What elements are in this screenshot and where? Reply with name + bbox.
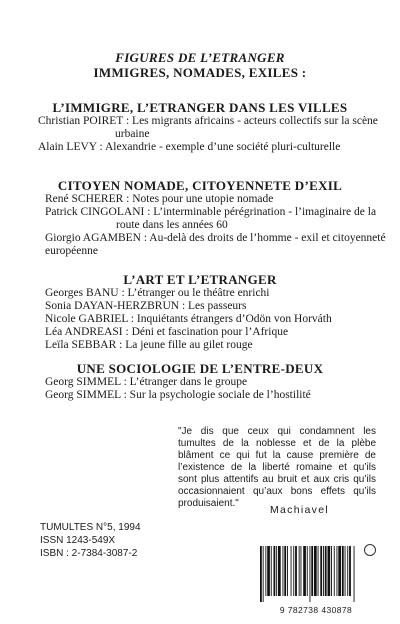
entry-author: Georg SIMMEL: [45, 376, 121, 388]
barcode-digits: 9 782738 430878: [279, 605, 353, 615]
section-entries: [0, 287, 400, 352]
entry-title: Inquiétants étrangers d’Odön von Horváth: [136, 313, 332, 325]
barcode-bar: [303, 546, 306, 596]
barcode-bar: [337, 546, 338, 596]
barcode-bar: [342, 546, 344, 596]
toc-entry: Giorgio AGAMBEN : Au-delà des droits de l’homme - exil et citoyenneté européenne: [45, 232, 386, 257]
section-art: [0, 272, 400, 352]
entry-author: Léa ANDREASI: [45, 326, 123, 338]
entry-author: Georg SIMMEL: [45, 389, 121, 401]
barcode-bar: [354, 546, 355, 602]
barcode-bar: [338, 546, 341, 596]
toc-entry: Georges BANU : L’étranger ou le théâtre enrichi: [45, 287, 270, 299]
toc-entry: Sonia DAYAN-HERZBRUN : Les passeurs: [45, 300, 247, 312]
barcode-bar: [320, 546, 322, 596]
section-heading: L’IMMIGRE, L’ETRANGER DANS LES VILLES: [52, 100, 348, 115]
toc-entry: Nicole GABRIEL : Inquiétants étrangers d’Odön von Horváth: [45, 313, 332, 325]
entry-author: Alain LEVY: [38, 141, 97, 153]
entry-author: Leïla SEBBAR: [45, 339, 117, 351]
section-citoyen: [0, 178, 400, 258]
barcode-bar: [271, 546, 272, 596]
barcode-bar: [299, 546, 300, 596]
entry-title: Alexandrie - exemple d’une société pluri-culturelle: [104, 141, 341, 153]
toc-entry: Georg SIMMEL : L’étranger dans le groupe: [45, 376, 248, 388]
barcode-bar: [328, 546, 331, 596]
issue-line: TUMULTES N°5, 1994: [40, 522, 141, 533]
barcode-bar: [267, 546, 270, 596]
barcode-bar: [345, 546, 346, 596]
barcode-bar: [274, 546, 276, 596]
entry-author: René SCHERER: [45, 193, 124, 205]
entry-title: Déni et fascination pour l’Afrique: [131, 326, 289, 338]
entry-title: L’interminable pérégrination - l’imaginaire de la route dans les années 60: [116, 206, 377, 231]
barcode-bar: [334, 546, 335, 596]
barcode-bar: [301, 546, 302, 596]
toc-entry: Patrick CINGOLANI : L’interminable pérégrination - l’imaginaire de la route dans les années 60: [45, 206, 377, 231]
section-heading: UNE SOCIOLOGIE DE L’ENTRE-DEUX: [76, 361, 324, 376]
entry-title: Sur la psychologie sociale de l’hostilité: [129, 389, 311, 401]
barcode-bar: [283, 546, 284, 596]
toc-entry: Georg SIMMEL : Sur la psychologie sociale de l’hostilité: [45, 389, 311, 401]
entry-author: Giorgio AGAMBEN: [45, 232, 141, 244]
epigraph-quote: "Je dis que ceux qui condamnent les tumultes de la noblesse et de la plèbe blâment ce qui fut la cause première de l’existence de la liberté romaine et qu’ils sont plus attentifs au bruit et aux cris qu’ils occasionnaient qu’aux bons effets qu’ils produisaient.": [178, 426, 376, 509]
entry-title: La jeune fille au gilet rouge: [125, 339, 253, 351]
barcode-bar: [276, 546, 277, 596]
barcode-bar: [265, 546, 266, 596]
barcode-bar: [325, 546, 327, 596]
isbn-line: ISBN : 2-7384-3087-2: [40, 548, 138, 559]
barcode-bar: [323, 546, 324, 596]
publisher-logo-icon: [364, 544, 376, 556]
entry-title: Au-delà des droits de l’homme - exil et citoyenneté européenne: [45, 232, 386, 257]
section-entries: [0, 193, 400, 258]
barcode-bar: [349, 546, 351, 596]
quote-author: Machiavel: [270, 504, 329, 516]
barcode-bar: [284, 546, 286, 596]
barcode-bar: [293, 546, 294, 596]
entry-title: Les migrants africains - acteurs collectifs sur la scène urbaine: [115, 115, 378, 140]
barcode-bar: [287, 546, 288, 596]
entry-title: L’étranger dans le groupe: [129, 376, 248, 388]
barcode-bar: [310, 546, 311, 602]
entry-author: Patrick CINGOLANI: [45, 206, 145, 218]
publication-info: [40, 521, 141, 560]
barcode-bar: [318, 546, 319, 596]
toc-entry: Alain LEVY : Alexandrie - exemple d’une société pluri-culturelle: [38, 141, 341, 153]
section-sociologie: [0, 361, 400, 402]
barcode-bar: [347, 546, 348, 596]
barcode-bar: [263, 546, 264, 602]
entry-title: Les passeurs: [188, 300, 247, 312]
barcode-bar: [311, 546, 313, 596]
barcode-bar: [278, 546, 281, 596]
section-heading: CITOYEN NOMADE, CITOYENNETE D’EXIL: [57, 178, 343, 193]
toc-entry: Léa ANDREASI : Déni et fascination pour l’Afrique: [45, 326, 289, 338]
barcode-bar: [331, 546, 332, 596]
section-heading: L’ART ET L’ETRANGER: [123, 272, 277, 287]
header-line-1: FIGURES DE L’ETRANGER: [115, 50, 285, 65]
cover-header: [0, 50, 400, 80]
entry-author: Sonia DAYAN-HERZBRUN: [45, 300, 180, 312]
section-entries: [0, 376, 400, 402]
barcode-bar: [291, 546, 292, 596]
entry-author: Nicole GABRIEL: [45, 313, 128, 325]
barcode-bar: [295, 546, 297, 596]
entry-author: Christian POIRET: [38, 115, 124, 127]
header-line-2: IMMIGRES, NOMADES, EXILES :: [93, 65, 307, 80]
barcode: [256, 546, 386, 612]
toc-entry: Leïla SEBBAR : La jeune fille au gilet rouge: [45, 339, 253, 351]
section-entries: [0, 115, 400, 154]
barcode-bars: [256, 546, 376, 604]
barcode-bar: [307, 546, 308, 596]
entry-title: Notes pour une utopie nomade: [132, 193, 274, 205]
barcode-bar: [260, 546, 262, 602]
entry-title: L’étranger ou le théâtre enrichi: [127, 287, 270, 299]
toc-entry: Christian POIRET : Les migrants africains - acteurs collectifs sur la scène urbaine: [38, 115, 378, 140]
barcode-bar: [314, 546, 317, 596]
issn-line: ISSN 1243-549X: [40, 535, 116, 546]
toc-entry: René SCHERER : Notes pour une utopie nomade: [45, 193, 274, 205]
section-immigre: [0, 100, 400, 154]
entry-author: Georges BANU: [45, 287, 119, 299]
